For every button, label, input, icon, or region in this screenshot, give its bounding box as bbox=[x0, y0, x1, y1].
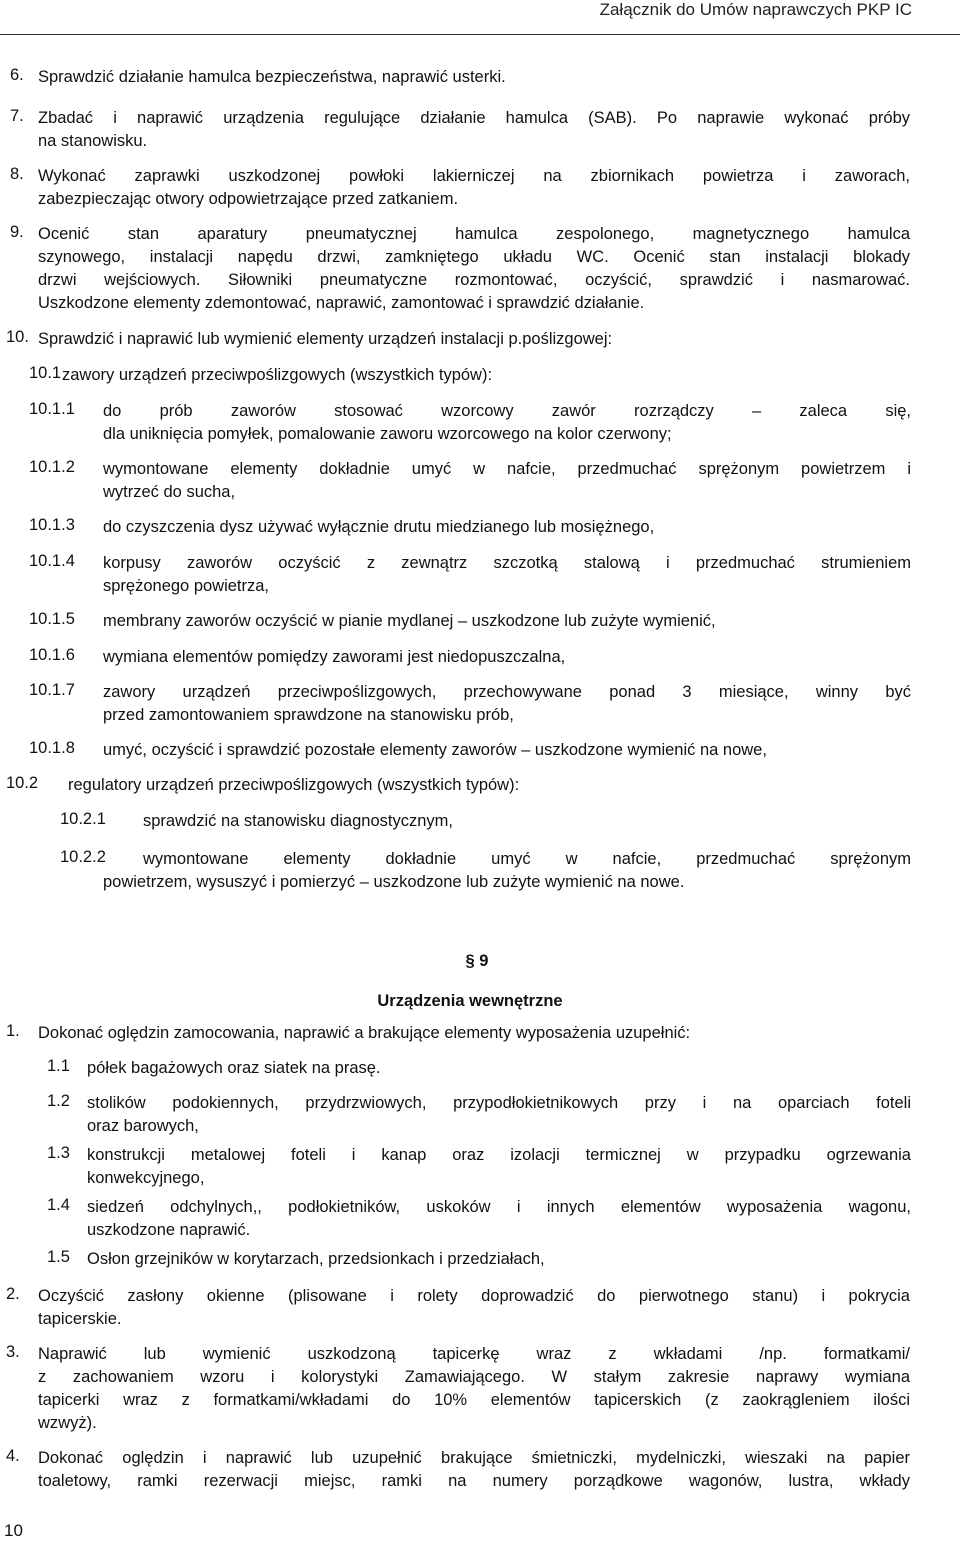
item-line: Zbadać i naprawić urządzenia regulujące działanie hamulca (SAB). Po naprawie wykonać próby bbox=[38, 109, 910, 127]
item-line: konstrukcji metalowej foteli i kanap oraz izolacji termicznej w przypadku ogrzewania bbox=[87, 1146, 911, 1164]
subheading-text: regulatory urządzeń przeciwpoślizgowych (wszystkich typów): bbox=[68, 776, 520, 794]
list-item-1-2 bbox=[47, 1092, 911, 1138]
list-item-10-1-3 bbox=[29, 516, 911, 539]
document-body bbox=[0, 66, 960, 1493]
item-number: 10.2.2 bbox=[60, 848, 106, 866]
item-number: 3. bbox=[6, 1343, 20, 1361]
item-line: Wykonać zaprawki uszkodzonej powłoki lakierniczej na zbiornikach powietrza i zaworach, bbox=[38, 167, 910, 185]
item-number: 10.2.1 bbox=[60, 810, 106, 828]
item-line: półek bagażowych oraz siatek na prasę. bbox=[87, 1059, 381, 1077]
list-item-1-3 bbox=[47, 1144, 911, 1190]
item-number: 10.1 bbox=[29, 364, 62, 382]
item-number: 1.1 bbox=[47, 1057, 70, 1075]
item-number: 10.2 bbox=[6, 774, 39, 792]
item-line: stolików podokiennych, przydrzwiowych, przypodłokietnikowych przy i na oparciach foteli bbox=[87, 1094, 911, 1112]
page-header: Załącznik do Umów naprawczych PKP IC bbox=[599, 0, 912, 19]
list-item-10-1-2 bbox=[29, 458, 911, 504]
page-number: 10 bbox=[4, 1521, 23, 1540]
list-item-4 bbox=[6, 1447, 910, 1493]
item-line: do czyszczenia dysz używać wyłącznie drutu miedzianego lub mosiężnego, bbox=[103, 518, 655, 536]
list-item-1-4 bbox=[47, 1196, 911, 1242]
list-item-2 bbox=[6, 1285, 910, 1331]
list-item-10-2-2 bbox=[60, 848, 911, 894]
item-line: zawory urządzeń przeciwpoślizgowych, przechowywane ponad 3 miesiące, winny być bbox=[103, 683, 911, 701]
list-item-10-1-6 bbox=[29, 646, 911, 669]
item-line: wymontowane elementy dokładnie umyć w nafcie, przedmuchać sprężonym bbox=[143, 850, 911, 868]
item-line: do prób zaworów stosować wzorcowy zawór rozrządczy – zaleca się, bbox=[103, 402, 911, 420]
item-line: umyć, oczyścić i sprawdzić pozostałe elementy zaworów – uszkodzone wymienić na nowe, bbox=[103, 741, 767, 759]
list-item-9 bbox=[10, 223, 910, 315]
item-number: 10.1.7 bbox=[29, 681, 75, 699]
list-item-6 bbox=[10, 66, 910, 89]
item-line: przed zamontowaniem sprawdzone na stanowisku prób, bbox=[103, 706, 514, 724]
subheading-text: zawory urządzeń przeciwpoślizgowych (wszystkich typów): bbox=[62, 366, 493, 384]
item-line: zabezpieczając otwory odpowietrzające przed zatkaniem. bbox=[38, 190, 459, 208]
item-line: wytrzeć do sucha, bbox=[103, 483, 236, 501]
list-item-10-1-1 bbox=[29, 400, 911, 446]
item-number: 8. bbox=[10, 165, 24, 183]
item-line: Osłon grzejników w korytarzach, przedsionkach i przedziałach, bbox=[87, 1250, 545, 1268]
item-line: konwekcyjnego, bbox=[87, 1169, 205, 1187]
item-number: 10.1.3 bbox=[29, 516, 75, 534]
list-item-1 bbox=[6, 1022, 910, 1045]
list-item-10 bbox=[6, 328, 910, 351]
item-number: 10.1.4 bbox=[29, 552, 75, 570]
item-line: membrany zaworów oczyścić w pianie mydlanej – uszkodzone lub zużyte wymienić, bbox=[103, 612, 716, 630]
section-title: Urządzenia wewnętrzne bbox=[377, 992, 563, 1010]
item-line: dla uniknięcia pomyłek, pomalowanie zaworu wzorcowego na kolor czerwony; bbox=[103, 425, 672, 443]
list-item-10-1-8 bbox=[29, 739, 911, 762]
list-item-3 bbox=[6, 1343, 910, 1435]
header-rule bbox=[0, 34, 960, 35]
item-line: drzwi wejściowych. Siłowniki pneumatyczne rozmontować, oczyścić, sprawdzić i nasmarować. bbox=[38, 271, 910, 289]
list-item-10-2-1 bbox=[60, 810, 911, 833]
list-item-10-1-4 bbox=[29, 552, 911, 598]
item-number: 10.1.6 bbox=[29, 646, 75, 664]
item-number: 1.3 bbox=[47, 1144, 70, 1162]
item-line: wzwyż). bbox=[38, 1414, 97, 1432]
item-line: Uszkodzone elementy zdemontować, naprawić, zamontować i sprawdzić działanie. bbox=[38, 294, 645, 312]
item-number: 1.4 bbox=[47, 1196, 70, 1214]
item-line: Oczyścić zasłony okienne (plisowane i rolety doprowadzić do pierwotnego stanu) i pokrycia bbox=[38, 1287, 910, 1305]
item-line: tapicerskie. bbox=[38, 1310, 122, 1328]
item-line: siedzeń odchylnych,, podłokietników, uskoków i innych elementów wyposażenia wagonu, bbox=[87, 1198, 911, 1216]
item-line: uszkodzone naprawić. bbox=[87, 1221, 251, 1239]
item-line: sprawdzić na stanowisku diagnostycznym, bbox=[143, 812, 453, 830]
item-line: Dokonać oględzin zamocowania, naprawić a brakujące elementy wyposażenia uzupełnić: bbox=[38, 1024, 691, 1042]
item-line: szynowego, instalacji napędu drzwi, zamkniętego układu WC. Ocenić stan instalacji blokady bbox=[38, 248, 910, 266]
item-number: 10.1.1 bbox=[29, 400, 75, 418]
list-item-1-5 bbox=[47, 1248, 911, 1271]
item-line: wymiana elementów pomiędzy zaworami jest niedopuszczalna, bbox=[103, 648, 566, 666]
item-line: z zachowaniem wzoru i kolorystyki Zamawiającego. W stałym zakresie naprawy wymiana bbox=[38, 1368, 910, 1386]
item-number: 7. bbox=[10, 107, 24, 125]
list-item-8 bbox=[10, 165, 910, 211]
item-line: na stanowisku. bbox=[38, 132, 148, 150]
item-number: 6. bbox=[10, 66, 24, 84]
item-number: 10. bbox=[6, 328, 29, 346]
subheading-10-1 bbox=[29, 364, 912, 387]
list-item-10-1-7 bbox=[29, 681, 911, 727]
item-line: wymontowane elementy dokładnie umyć w nafcie, przedmuchać sprężonym powietrzem i bbox=[103, 460, 911, 478]
subheading-10-2 bbox=[6, 774, 910, 797]
item-line: Dokonać oględzin i naprawić lub uzupełnić brakujące śmietniczki, mydelniczki, wieszaki na papier bbox=[38, 1449, 910, 1467]
section-sign: § 9 bbox=[465, 952, 489, 970]
list-item-7 bbox=[10, 107, 910, 153]
item-number: 9. bbox=[10, 223, 24, 241]
item-number: 10.1.5 bbox=[29, 610, 75, 628]
item-line: Ocenić stan aparatury pneumatycznej hamulca zespolonego, magnetycznego hamulca bbox=[38, 225, 910, 243]
item-line: Sprawdzić działanie hamulca bezpieczeństwa, naprawić usterki. bbox=[38, 68, 506, 86]
item-number: 1.2 bbox=[47, 1092, 70, 1110]
item-line: powietrzem, wysuszyć i pomierzyć – uszkodzone lub zużyte wymienić na nowe. bbox=[103, 873, 685, 891]
list-item-10-1-5 bbox=[29, 610, 911, 633]
item-line: Sprawdzić i naprawić lub wymienić elementy urządzeń instalacji p.poślizgowej: bbox=[38, 330, 613, 348]
item-line: sprężonego powietrza, bbox=[103, 577, 270, 595]
list-item-1-1 bbox=[47, 1057, 911, 1080]
item-number: 10.1.8 bbox=[29, 739, 75, 757]
item-number: 10.1.2 bbox=[29, 458, 75, 476]
item-number: 1.5 bbox=[47, 1248, 70, 1266]
item-line: Naprawić lub wymienić uszkodzoną tapicerkę wraz z wkładami /np. formatkami/ bbox=[38, 1345, 910, 1363]
item-number: 1. bbox=[6, 1022, 20, 1040]
item-line: korpusy zaworów oczyścić z zewnątrz szczotką stalową i przedmuchać strumieniem bbox=[103, 554, 911, 572]
item-line: tapicerki wraz z formatkami/wkładami do 10% elementów tapicerskich (z zaokrągleniem ilości bbox=[38, 1391, 910, 1409]
item-number: 2. bbox=[6, 1285, 20, 1303]
item-line: toaletowy, ramki rezerwacji miejsc, ramki na numery porządkowe wagonów, lustra, wkłady bbox=[38, 1472, 910, 1490]
item-number: 4. bbox=[6, 1447, 20, 1465]
item-line: oraz barowych, bbox=[87, 1117, 199, 1135]
